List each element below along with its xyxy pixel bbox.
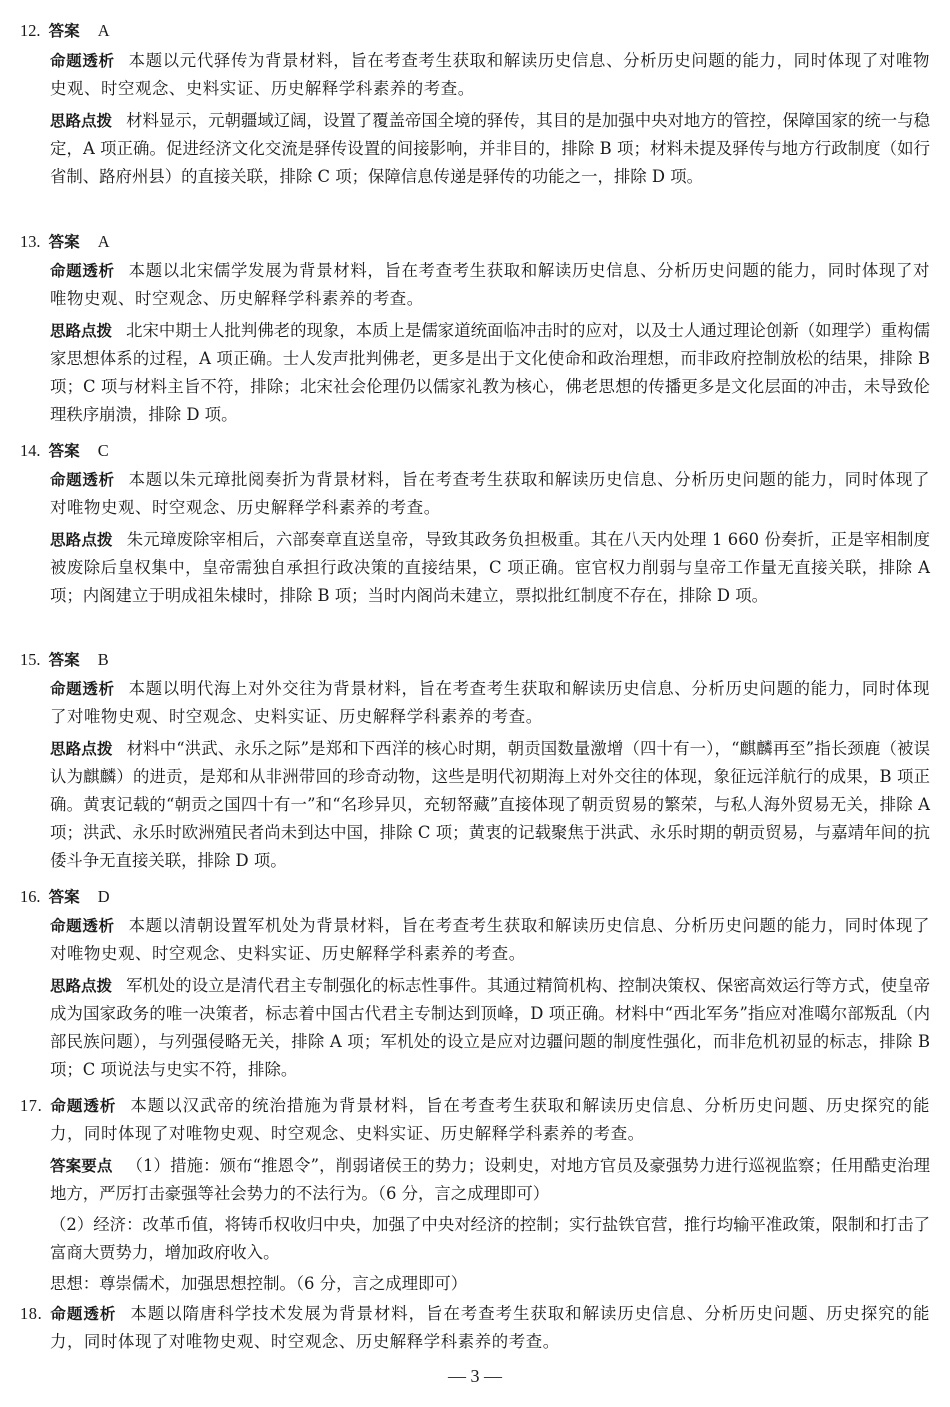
intent-text: 本题以朱元璋批阅奏折为背景材料，旨在考查考生获取和解读历史信息、分析历史问题的能力，同时体现了对唯物史观、时空观念、历史解释学科素养的考查。 — [50, 470, 931, 517]
question-17-key-point-3: 思想：尊崇儒术，加强思想控制。（6 分，言之成理即可） — [50, 1274, 468, 1293]
hint-label: 思路点拨 — [50, 977, 113, 995]
page-number: — 3 — — [448, 1366, 502, 1386]
question-number: 14. — [20, 441, 41, 460]
hint-text: 材料中“洪武、永乐之际”是郑和下西洋的核心时期，朝贡国数量激增（四十有一），“麒麟再至”指长颈鹿（被误认为麒麟）的进贡，是郑和从非洲带回的珍奇动物，这些是明代初期海上对外交往的体现，象征远洋航行的成果，B 项正确。黄衷记载的“朝贡之国四十有一”和“名珍异贝，充轫帑藏”直接体现了朝贡贸易的繁荣，与私人海外贸易无关，排除 A 项；洪武、永乐时欧洲殖民者尚未到达中国，排除 C 项；黄衷的记载聚焦于洪武、永乐时期的朝贡贸易，与嘉靖年间的抗倭斗争无直接关联，排除 D 项。 — [50, 739, 930, 870]
question-16-hint — [50, 972, 930, 1084]
question-16-intent — [50, 912, 930, 968]
answer-value: C — [97, 441, 109, 460]
answer-value: D — [97, 887, 110, 906]
question-18 — [20, 1300, 930, 1356]
hint-text: 朱元璋废除宰相后，六部奏章直送皇帝，导致其政务负担极重。其在八天内处理 1 660 份奏折，正是宰相制度被废除后皇权集中，皇帝需独自承担行政决策的直接结果，C 项正确。宦官权力削弱与皇帝工作量无直接关联，排除 A 项；内阁建立于明成祖朱棣时，排除 B 项；当时内阁尚未建立，票拟批红制度不存在，排除 D 项。 — [50, 530, 930, 605]
hint-label: 思路点拨 — [50, 322, 113, 340]
intent-text: 本题以清朝设置军机处为背景材料，旨在考查考生获取和解读历史信息、分析历史问题的能力，同时体现了对唯物史观、时空观念、史料实证、历史解释学科素养的考查。 — [50, 916, 931, 963]
question-18-intent — [20, 1300, 930, 1356]
question-number: 17. — [20, 1096, 43, 1115]
question-17-key-points — [50, 1152, 930, 1208]
question-number: 18. — [20, 1304, 43, 1323]
intent-label: 命题透析 — [50, 1097, 117, 1115]
question-number: 12. — [20, 21, 41, 40]
hint-text: 北宋中期士人批判佛老的现象，本质上是儒家道统面临冲击时的应对，以及士人通过理论创新（如理学）重构儒家思想体系的过程，A 项正确。士人发声批判佛老，更多是出于文化使命和政治理想，而非政府控制放松的结果，排除 B 项；C 项与材料主旨不符，排除；北宋社会伦理仍以儒家礼教为核心，佛老思想的传播更多是文化层面的冲击，未导致伦理秩序崩溃，排除 D 项。 — [50, 321, 930, 424]
hint-text: 军机处的设立是清代君主专制强化的标志性事件。其通过精简机构、控制决策权、保密高效运行等方式，使皇帝成为国家政务的唯一决策者，标志着中国古代君主专制达到顶峰，D 项正确。材料中“西北军务”指应对准噶尔部叛乱（内部民族问题），与列强侵略无关，排除 A 项；军机处的设立是应对边疆问题的制度性强化，而非危机初显的标志，排除 B 项；C 项说法与史实不符，排除。 — [50, 976, 930, 1079]
question-13-intent — [50, 257, 930, 313]
intent-label: 命题透析 — [50, 262, 115, 280]
answer-label: 答案 — [48, 651, 80, 669]
key-point-1: （1）措施：颁布“推恩令”，削弱诸侯王的势力；设刺史，对地方官员及豪强势力进行巡视监察；任用酷吏治理地方，严厉打击豪强等社会势力的不法行为。（6 分，言之成理即可） — [50, 1156, 930, 1203]
intent-label: 命题透析 — [50, 52, 115, 70]
question-14-hint — [50, 526, 930, 610]
question-17-intent — [20, 1092, 930, 1148]
question-number: 15. — [20, 650, 41, 669]
question-14-header — [20, 437, 109, 465]
intent-text: 本题以汉武帝的统治措施为背景材料，旨在考查考生获取和解读历史信息、分析历史问题、历史探究的能力，同时体现了对唯物史观、时空观念、史料实证、历史解释学科素养的考查。 — [50, 1096, 930, 1143]
answer-label: 答案 — [48, 888, 80, 906]
question-number: 13. — [20, 232, 41, 251]
question-12-header — [20, 17, 110, 45]
question-15-header — [20, 646, 109, 674]
intent-text: 本题以明代海上对外交往为背景材料，旨在考查考生获取和解读历史信息、分析历史问题的能力，同时体现了对唯物史观、时空观念、史料实证、历史解释学科素养的考查。 — [50, 679, 931, 726]
question-12-hint — [50, 107, 930, 191]
hint-text: 材料显示，元朝疆域辽阔，设置了覆盖帝国全境的驿传，其目的是加强中央对地方的管控，保障国家的统一与稳定，A 项正确。促进经济文化交流是驿传设置的间接影响，并非目的，排除 B 项；材料未提及驿传与地方行政制度（如行省制、路府州县）的直接关联，排除 C 项；保障信息传递是驿传的功能之一，排除 D 项。 — [50, 111, 930, 186]
answer-label: 答案 — [48, 442, 80, 460]
question-15-intent — [50, 675, 930, 731]
question-17 — [20, 1092, 930, 1148]
question-number: 16. — [20, 887, 41, 906]
intent-text: 本题以北宋儒学发展为背景材料，旨在考查考生获取和解读历史信息、分析历史问题的能力，同时体现了对唯物史观、时空观念、历史解释学科素养的考查。 — [50, 261, 931, 308]
answer-label: 答案 — [48, 233, 80, 251]
question-14-intent — [50, 466, 930, 522]
hint-label: 思路点拨 — [50, 531, 113, 549]
intent-label: 命题透析 — [50, 680, 115, 698]
question-13-hint — [50, 317, 930, 429]
key-points-label: 答案要点 — [50, 1157, 113, 1175]
question-15-hint — [50, 735, 930, 875]
intent-text: 本题以隋唐科学技术发展为背景材料，旨在考查考生获取和解读历史信息、分析历史问题、历史探究的能力，同时体现了对唯物史观、时空观念、历史解释学科素养的考查。 — [50, 1304, 930, 1351]
intent-text: 本题以元代驿传为背景材料，旨在考查考生获取和解读历史信息、分析历史问题的能力，同时体现了对唯物史观、时空观念、史料实证、历史解释学科素养的考查。 — [50, 51, 931, 98]
question-12-intent — [50, 47, 930, 103]
hint-label: 思路点拨 — [50, 112, 113, 130]
question-16-header — [20, 883, 110, 911]
answer-value: B — [97, 650, 109, 669]
intent-label: 命题透析 — [50, 917, 115, 935]
answer-value: A — [97, 232, 110, 251]
question-17-key-point-2: （2）经济：改革币值，将铸币权收归中央，加强了中央对经济的控制；实行盐铁官营，推行均输平准政策，限制和打击了富商大贾势力，增加政府收入。 — [50, 1215, 930, 1262]
answer-label: 答案 — [48, 22, 80, 40]
answer-value: A — [97, 21, 110, 40]
hint-label: 思路点拨 — [50, 740, 113, 758]
intent-label: 命题透析 — [50, 1305, 117, 1323]
intent-label: 命题透析 — [50, 471, 115, 489]
question-13-header — [20, 228, 110, 256]
